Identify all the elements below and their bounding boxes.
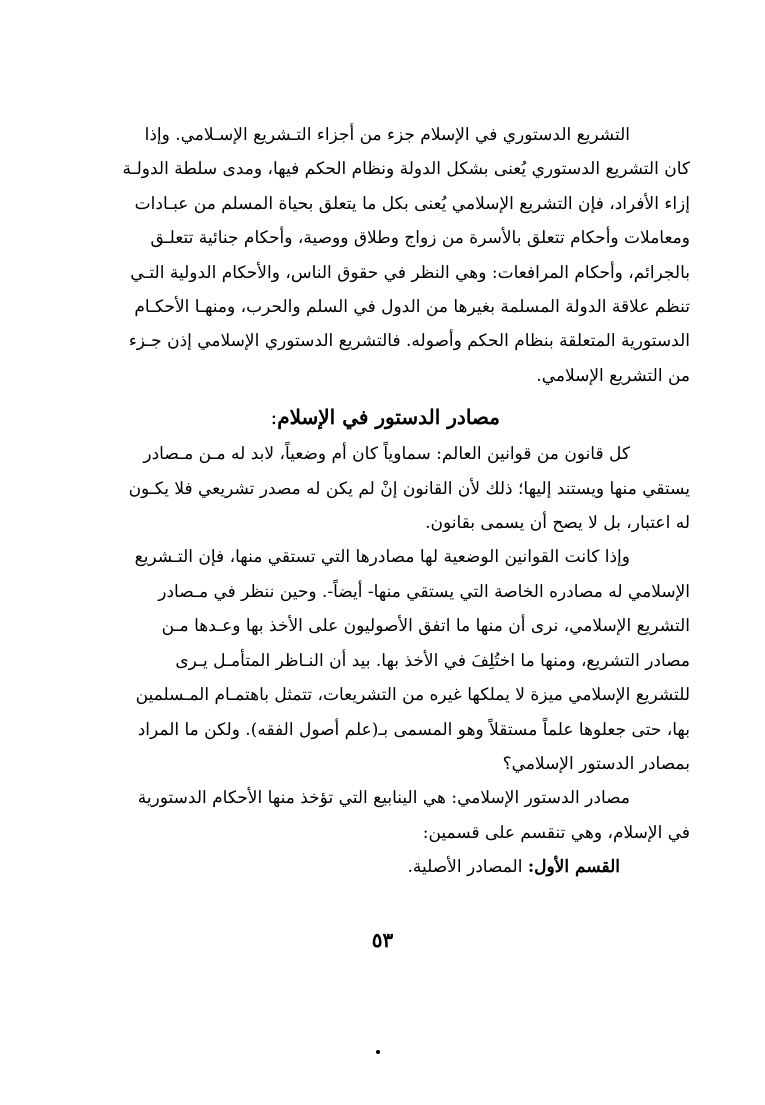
paragraph <box>78 437 690 540</box>
part-one-label: القسم الأول: <box>527 857 620 878</box>
part-one-line <box>78 850 690 884</box>
scan-dot <box>376 1050 380 1054</box>
text-line: مصادر التشريع، ومنها ما اختُلِفَ في الأخذ بها. بيد أن النـاظر المتأمـل يـرى <box>175 650 690 671</box>
text-line: بها، حتى جعلوها علماً مستقلاً وهو المسمى بـ(علم أصول الفقه). ولكن ما المراد <box>137 719 690 740</box>
text-line: التشريع الدستوري في الإسلام جزء من أجزاء التـشريع الإسـلامي. وإذا <box>144 125 630 145</box>
text-line: للتشريع الإسلامي ميزة لا يملكها غيره من التشريعات، تتمثل باهتمـام المـسلمين <box>135 685 690 706</box>
text-line: الإسلامي له مصادره الخاصة التي يستقي منها- أيضاً-. وحين ننظر في مـصادر <box>158 581 690 602</box>
text-line: ومعاملات وأحكام تتعلق بالأسرة من زواج وطلاق ووصية، وأحكام جنائية تتعلـق <box>150 228 690 249</box>
text-line: التشريع الإسلامي، نرى أن منها ما اتفق الأصوليون على الأخذ بها وعـدها مـن <box>161 616 690 637</box>
text-line: من التشريع الإسلامي. <box>536 365 690 386</box>
text-line: كان التشريع الدستوري يُعنى بشكل الدولة ونظام الحكم فيها، ومدى سلطة الدولـة <box>122 159 690 180</box>
text-line: مصادر الدستور الإسلامي: هي الينابيع التي تؤخذ منها الأحكام الدستورية <box>137 788 630 809</box>
page-body <box>78 118 690 885</box>
text-line: بمصادر الدستور الإسلامي؟ <box>502 753 690 774</box>
text-line: الدستورية المتعلقة بنظام الحكم وأصوله. فالتشريع الدستوري الإسلامي إذن جـزء <box>128 331 690 352</box>
paragraph <box>78 781 690 850</box>
paragraph <box>78 540 690 781</box>
text-line: إزاء الأفراد، فإن التشريع الإسلامي يُعنى بكل ما يتعلق بحياة المسلم من عبـادات <box>134 193 690 214</box>
text-line: له اعتبار، بل لا يصح أن يسمى بقانون. <box>425 513 690 534</box>
part-one-text: المصادر الأصلية. <box>407 857 528 878</box>
section-heading-colon: : <box>270 405 278 430</box>
text-line: في الإسلام، وهي تنقسم على قسمين: <box>422 822 690 843</box>
paragraph <box>78 118 690 393</box>
text-line: وإذا كانت القوانين الوضعية لها مصادرها التي تستقي منها، فإن التـشريع <box>134 547 630 568</box>
text-line: كل قانون من قوانين العالم: سماوياً كان أم وضعياً، لابد له مـن مـصادر <box>143 444 630 465</box>
text-line: يستقي منها ويستند إليها؛ ذلك لأن القانون إنْ لم يكن له مصدر تشريعي فلا يكـون <box>128 478 690 499</box>
section-heading <box>78 397 690 437</box>
text-line: بالجرائم، وأحكام المرافعات: وهي النظر في حقوق الناس، والأحكام الدولية التـي <box>130 262 690 283</box>
text-line: تنظم علاقة الدولة المسلمة بغيرها من الدول في السلم والحرب، ومنهـا الأحكـام <box>134 297 690 318</box>
section-heading-text: مصادر الدستور في الإسلام <box>277 405 500 430</box>
page-number: ٥٣ <box>371 928 394 952</box>
